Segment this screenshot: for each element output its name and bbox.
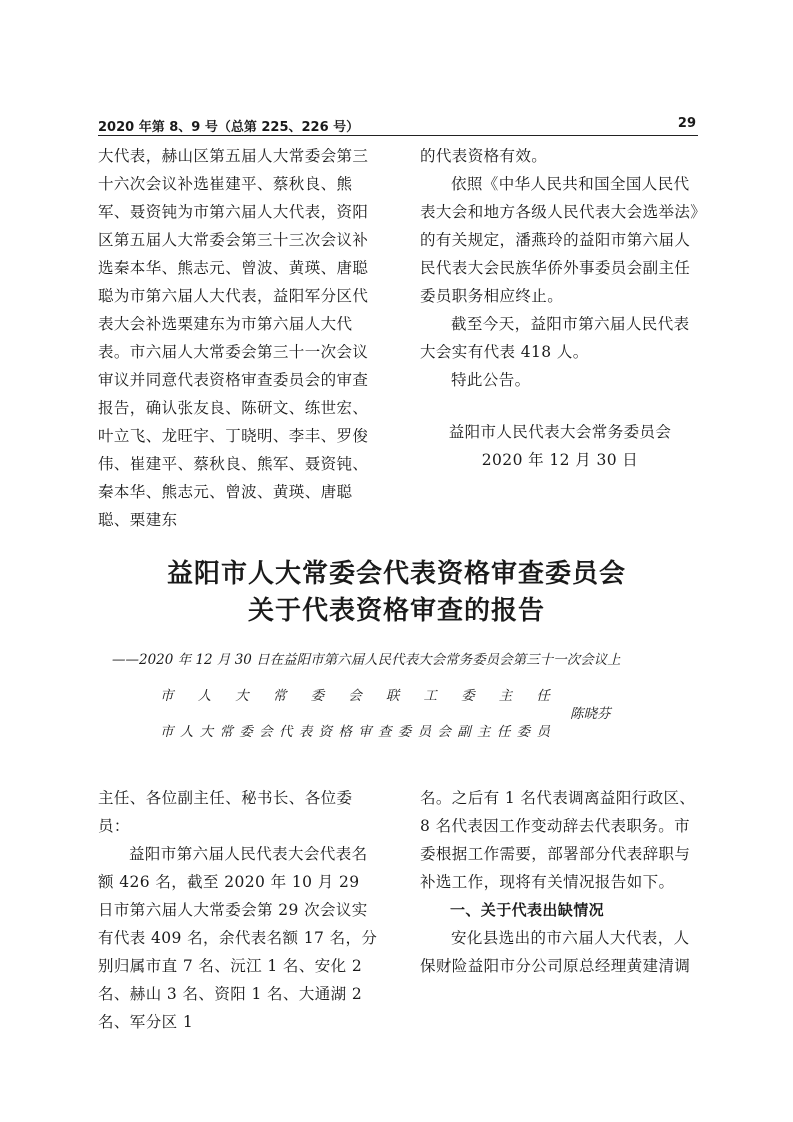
role-char: 主 [477, 724, 491, 740]
top-right-column [420, 142, 700, 474]
role-char: 市 [160, 724, 174, 740]
body-paragraph: 名。之后有 1 名代表调离益阳行政区、8 名代表因工作变动辞去代表职务。市委根据工作需要，部署部分代表辞职与补选工作，现将有关情况报告如下。 [420, 789, 696, 891]
body-paragraph: 大代表，赫山区第五届人大常委会第三十六次会议补选崔建平、蔡秋良、熊军、聂资钝为市第六届人大代表，资阳区第五届人大常委会第三十三次会议补选秦本华、熊志元、曾波、黄瑛、唐聪聪为市第六届人大代表，益阳军分区代表大会补选栗建东为市第六届人大代表。市六届人大常委会第三十一次会议审议并同意代表资格审查委员会的审查报告，确认张友良、陈研文、练世宏、叶立飞、龙旺宇、丁晓明、李丰、罗俊伟、崔建平、蔡秋良、熊军、聂资钝、秦本华、熊志元、曾波、黄瑛、唐聪聪、栗建东 [98, 147, 369, 529]
body-paragraph: 安化县选出的市六届人大代表，人保财险益阳市分公司原总经理黄建清调 [420, 929, 691, 975]
role-char: 常 [219, 724, 233, 740]
role-char: 大 [235, 688, 249, 704]
role-char: 代 [278, 724, 293, 740]
role-char: 大 [199, 724, 214, 740]
role-char: 委 [516, 724, 531, 740]
body-paragraph: 截至今天，益阳市第六届人民代表大会实有代表 418 人。 [420, 315, 690, 361]
role-char: 委 [461, 688, 475, 704]
role-char: 联 [385, 688, 400, 704]
role-char: 副 [457, 724, 471, 740]
role-char: 格 [338, 724, 352, 740]
bottom-right-column [420, 784, 700, 980]
report-title-line-2: 关于代表资格审查的报告 [247, 596, 545, 626]
role-char: 委 [310, 688, 325, 704]
reporter-role-2 [160, 720, 550, 740]
role-char: 会 [259, 724, 273, 740]
role-char: 资 [318, 724, 332, 740]
role-char: 人 [197, 688, 212, 704]
role-char: 会 [348, 688, 362, 704]
role-char: 委 [397, 724, 412, 740]
body-paragraph: 的代表资格有效。 [420, 147, 548, 165]
reporter-block [140, 684, 660, 754]
bottom-left-column [98, 784, 380, 1036]
report-title [60, 556, 733, 630]
role-char: 主 [498, 688, 513, 704]
header-rule [98, 135, 698, 136]
report-subtitle: ——2020 年 12 月 30 日在益阳市第六届人民代表大会常务委员会第三十一次会议上 [112, 652, 621, 668]
role-char: 会 [437, 724, 451, 740]
page-number: 29 [677, 116, 696, 131]
role-char: 任 [496, 724, 511, 740]
body-paragraph: 益阳市第六届人民代表大会代表名额 426 名，截至 2020 年 10 月 29 日市第六届人大常委会第 29 次会议实有代表 409 名，余代表名额 17 名，分别归属市直 7 名、沅江 1 名、安化 2 名、赫山 3 名、资阳 1 名、大通湖 2 名、军分区 1 [98, 845, 378, 1031]
role-char: 人 [179, 724, 194, 740]
top-left-column [98, 142, 380, 534]
reporter-role-1 [160, 684, 550, 704]
section-heading: 一、关于代表出缺情况 [450, 901, 605, 919]
signature-organization: 益阳市人民代表大会常务委员会 [448, 423, 672, 441]
role-char: 常 [272, 688, 287, 704]
reporter-name: 陈晓芬 [570, 706, 611, 722]
role-char: 工 [423, 688, 437, 704]
body-paragraph: 依照《中华人民共和国全国人民代表大会和地方各级人民代表大会选举法》的有关规定，潘燕玲的益阳市第六届人民代表大会民族华侨外事委员会副主任委员职务相应终止。 [420, 175, 699, 305]
role-char: 查 [377, 724, 392, 740]
role-char: 市 [160, 688, 174, 704]
body-paragraph: 特此公告。 [451, 371, 531, 389]
role-char: 审 [358, 724, 372, 740]
role-char: 委 [239, 724, 253, 740]
issue-label: 2020 年第 8、9 号（总第 225、226 号） [98, 120, 360, 135]
role-char: 表 [298, 724, 313, 740]
salutation: 主任、各位副主任、秘书长、各位委员： [98, 789, 353, 835]
signature-date: 2020 年 12 月 30 日 [481, 451, 639, 469]
role-char: 员 [536, 724, 550, 740]
role-char: 员 [417, 724, 432, 740]
report-title-line-1: 益阳市人大常委会代表资格审查委员会 [166, 559, 626, 589]
running-header [98, 116, 696, 136]
role-char: 任 [536, 688, 550, 704]
